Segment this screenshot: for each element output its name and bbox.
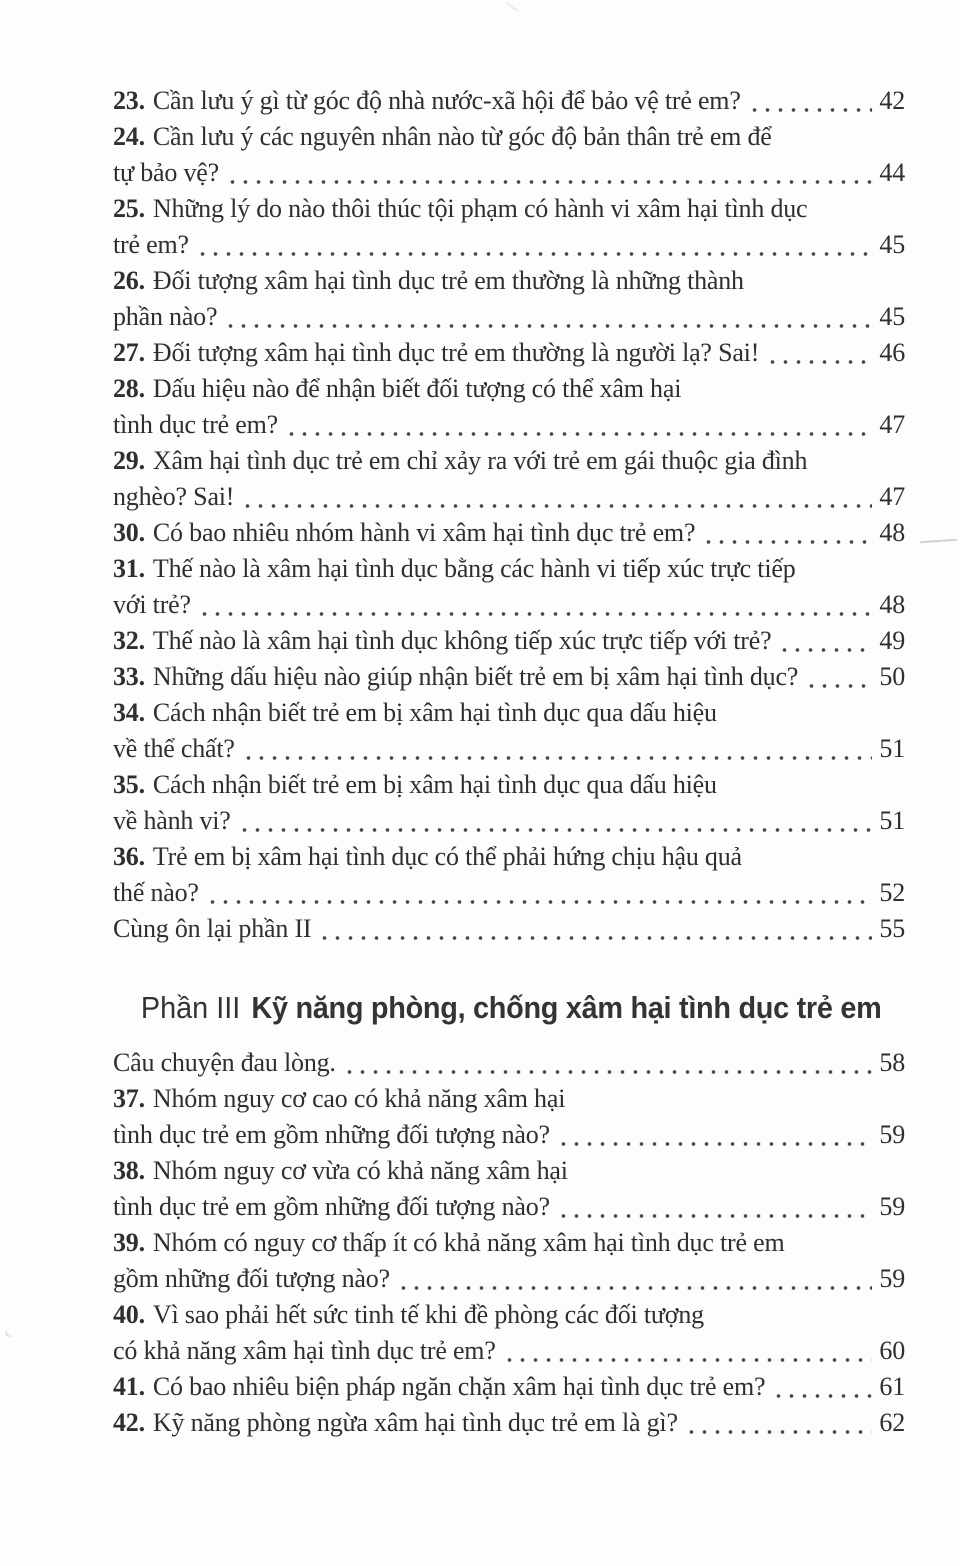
dot-leader: [503, 1339, 873, 1369]
dot-leader: [397, 1267, 873, 1297]
entry-text: Những dấu hiệu nào giúp nhận biết trẻ em bị xâm hại tình dục?: [152, 662, 799, 691]
entry-number: 42.: [113, 1408, 145, 1437]
entry-number: 40.: [113, 1300, 145, 1329]
entry-number: 37.: [113, 1084, 145, 1113]
entry-number: 36.: [113, 842, 145, 871]
toc-row: [113, 83, 905, 119]
page-number: 47: [879, 482, 905, 511]
page-number: 48: [879, 518, 905, 547]
dot-leader: [318, 917, 872, 947]
entry-text: tình dục trẻ em gồm những đối tượng nào?: [113, 1192, 550, 1221]
entry-text: Cách nhận biết trẻ em bị xâm hại tình dục qua dấu hiệu: [152, 698, 717, 727]
entry-number: 33.: [113, 662, 145, 691]
toc-row: [113, 1261, 905, 1297]
dot-leader: [224, 305, 872, 335]
entry-text: Xâm hại tình dục trẻ em chỉ xảy ra với trẻ em gái thuộc gia đình: [152, 446, 808, 475]
entry-text: về thể chất?: [113, 734, 235, 763]
toc-row: [113, 1117, 905, 1153]
page-number: 46: [879, 338, 905, 367]
toc-row: [113, 587, 905, 623]
entry-text: nghèo? Sai!: [113, 482, 235, 511]
entry-text: Thế nào là xâm hại tình dục bằng các hành vi tiếp xúc trực tiếp: [152, 554, 796, 583]
entry-number: 41.: [113, 1372, 145, 1401]
toc-row: [113, 119, 905, 155]
dot-leader: [702, 521, 872, 551]
page-number: 48: [879, 590, 905, 619]
page-number: 47: [879, 410, 905, 439]
dot-leader: [198, 593, 873, 623]
page-number: 49: [879, 626, 905, 655]
entry-number: 30.: [113, 518, 145, 547]
toc-row: [113, 839, 905, 875]
dot-leader: [238, 809, 873, 839]
page-number: 50: [879, 662, 905, 691]
entry-text: Có bao nhiêu biện pháp ngăn chặn xâm hại tình dục trẻ em?: [152, 1372, 766, 1401]
section-heading: [113, 983, 905, 1033]
toc-row: [113, 1045, 905, 1081]
scan-artifact-top-speck: [506, 2, 519, 12]
entry-text: trẻ em?: [113, 230, 189, 259]
dot-leader: [766, 341, 872, 371]
entry-text: Những lý do nào thôi thúc tội phạm có hành vi xâm hại tình dục: [152, 194, 808, 223]
page-number: 60: [879, 1336, 905, 1365]
entry-number: 23.: [113, 86, 145, 115]
entry-text: Câu chuyện đau lòng.: [113, 1048, 336, 1077]
dot-leader: [285, 413, 872, 443]
entry-text: Cần lưu ý gì từ góc độ nhà nước-xã hội để bảo vệ trẻ em?: [152, 86, 741, 115]
entry-number: 25.: [113, 194, 145, 223]
dot-leader: [242, 737, 873, 767]
table-of-contents: [113, 83, 905, 1441]
toc-row: [113, 1189, 905, 1225]
toc-row: [113, 731, 905, 767]
toc-row: [113, 1081, 905, 1117]
dot-leader: [226, 161, 872, 191]
toc-row: [113, 1369, 905, 1405]
page-number: 45: [879, 302, 905, 331]
entry-text: phần nào?: [113, 302, 218, 331]
entry-number: 39.: [113, 1228, 145, 1257]
toc-row: [113, 1333, 905, 1369]
section-heading-prefix: Phần III: [140, 990, 241, 1025]
entry-text: tự bảo vệ?: [113, 158, 219, 187]
toc-row: [113, 623, 905, 659]
dot-leader: [685, 1411, 873, 1441]
section-heading-text: [141, 983, 882, 1033]
entry-number: 34.: [113, 698, 145, 727]
page-number: 55: [879, 914, 905, 943]
dot-leader: [772, 1375, 872, 1405]
entry-number: 32.: [113, 626, 145, 655]
toc-rows-part3: [113, 1045, 905, 1441]
page-number: 62: [879, 1408, 905, 1437]
entry-number: 29.: [113, 446, 145, 475]
dot-leader: [206, 881, 873, 911]
entry-text: Cách nhận biết trẻ em bị xâm hại tình dục qua dấu hiệu: [152, 770, 717, 799]
toc-row: [113, 911, 905, 947]
entry-text: Nhóm nguy cơ cao có khả năng xâm hại: [152, 1084, 566, 1113]
entry-text: Đối tượng xâm hại tình dục trẻ em thường là những thành: [152, 266, 744, 295]
page-number: 42: [879, 86, 905, 115]
dot-leader: [778, 629, 872, 659]
toc-row: [113, 803, 905, 839]
dot-leader: [241, 485, 872, 515]
page-number: 59: [879, 1120, 905, 1149]
toc-row: [113, 659, 905, 695]
dot-leader: [748, 89, 873, 119]
toc-row: [113, 1153, 905, 1189]
toc-row: [113, 371, 905, 407]
entry-number: 31.: [113, 554, 145, 583]
toc-row: [113, 443, 905, 479]
entry-number: 28.: [113, 374, 145, 403]
entry-number: 24.: [113, 122, 145, 151]
entry-text: tình dục trẻ em?: [113, 410, 279, 439]
dot-leader: [557, 1195, 873, 1225]
entry-number: 27.: [113, 338, 145, 367]
toc-row: [113, 695, 905, 731]
entry-text: gồm những đối tượng nào?: [113, 1264, 390, 1293]
toc-row: [113, 875, 905, 911]
entry-number: 35.: [113, 770, 145, 799]
toc-row: [113, 479, 905, 515]
toc-row: [113, 515, 905, 551]
toc-row: [113, 407, 905, 443]
page-number: 52: [879, 878, 905, 907]
toc-rows-part2: [113, 83, 905, 947]
page-number: 44: [879, 158, 905, 187]
page-number: 51: [879, 734, 905, 763]
toc-row: [113, 191, 905, 227]
entry-text: Vì sao phải hết sức tinh tế khi đề phòng các đối tượng: [152, 1300, 704, 1329]
dot-leader: [196, 233, 873, 263]
entry-text: Đối tượng xâm hại tình dục trẻ em thường là người lạ? Sai!: [152, 338, 760, 367]
entry-text: Thế nào là xâm hại tình dục không tiếp xúc trực tiếp với trẻ?: [152, 626, 772, 655]
toc-row: [113, 263, 905, 299]
entry-text: Dấu hiệu nào để nhận biết đối tượng có thể xâm hại: [152, 374, 682, 403]
toc-row: [113, 551, 905, 587]
entry-text: có khả năng xâm hại tình dục trẻ em?: [113, 1336, 496, 1365]
entry-text: Có bao nhiêu nhóm hành vi xâm hại tình dục trẻ em?: [152, 518, 696, 547]
page-number: 59: [879, 1192, 905, 1221]
entry-number: 26.: [113, 266, 145, 295]
toc-row: [113, 335, 905, 371]
toc-row: [113, 227, 905, 263]
dot-leader: [557, 1123, 873, 1153]
dot-leader: [805, 665, 872, 695]
entry-text: Cùng ôn lại phần II: [113, 914, 312, 943]
scan-artifact-left-speck: [4, 1326, 18, 1339]
entry-text: Kỹ năng phòng ngừa xâm hại tình dục trẻ em là gì?: [152, 1408, 678, 1437]
entry-text: tình dục trẻ em gồm những đối tượng nào?: [113, 1120, 550, 1149]
entry-text: Nhóm nguy cơ vừa có khả năng xâm hại: [152, 1156, 568, 1185]
entry-text: Nhóm có nguy cơ thấp ít có khả năng xâm hại tình dục trẻ em: [152, 1228, 785, 1257]
page-number: 59: [879, 1264, 905, 1293]
dot-leader: [343, 1051, 873, 1081]
page-number: 58: [879, 1048, 905, 1077]
entry-text: Trẻ em bị xâm hại tình dục có thể phải hứng chịu hậu quả: [152, 842, 742, 871]
scan-artifact-pencil-dash: [920, 539, 957, 544]
entry-text: về hành vi?: [113, 806, 231, 835]
toc-row: [113, 1225, 905, 1261]
toc-row: [113, 767, 905, 803]
toc-row: [113, 155, 905, 191]
page-number: 45: [879, 230, 905, 259]
entry-text: Cần lưu ý các nguyên nhân nào từ góc độ bản thân trẻ em để: [152, 122, 772, 151]
entry-text: thế nào?: [113, 878, 199, 907]
toc-row: [113, 299, 905, 335]
page-number: 61: [879, 1372, 905, 1401]
section-heading-title: Kỹ năng phòng, chống xâm hại tình dục trẻ em: [251, 990, 882, 1025]
toc-row: [113, 1297, 905, 1333]
entry-number: 38.: [113, 1156, 145, 1185]
page-number: 51: [879, 806, 905, 835]
toc-row: [113, 1405, 905, 1441]
entry-text: với trẻ?: [113, 590, 191, 619]
